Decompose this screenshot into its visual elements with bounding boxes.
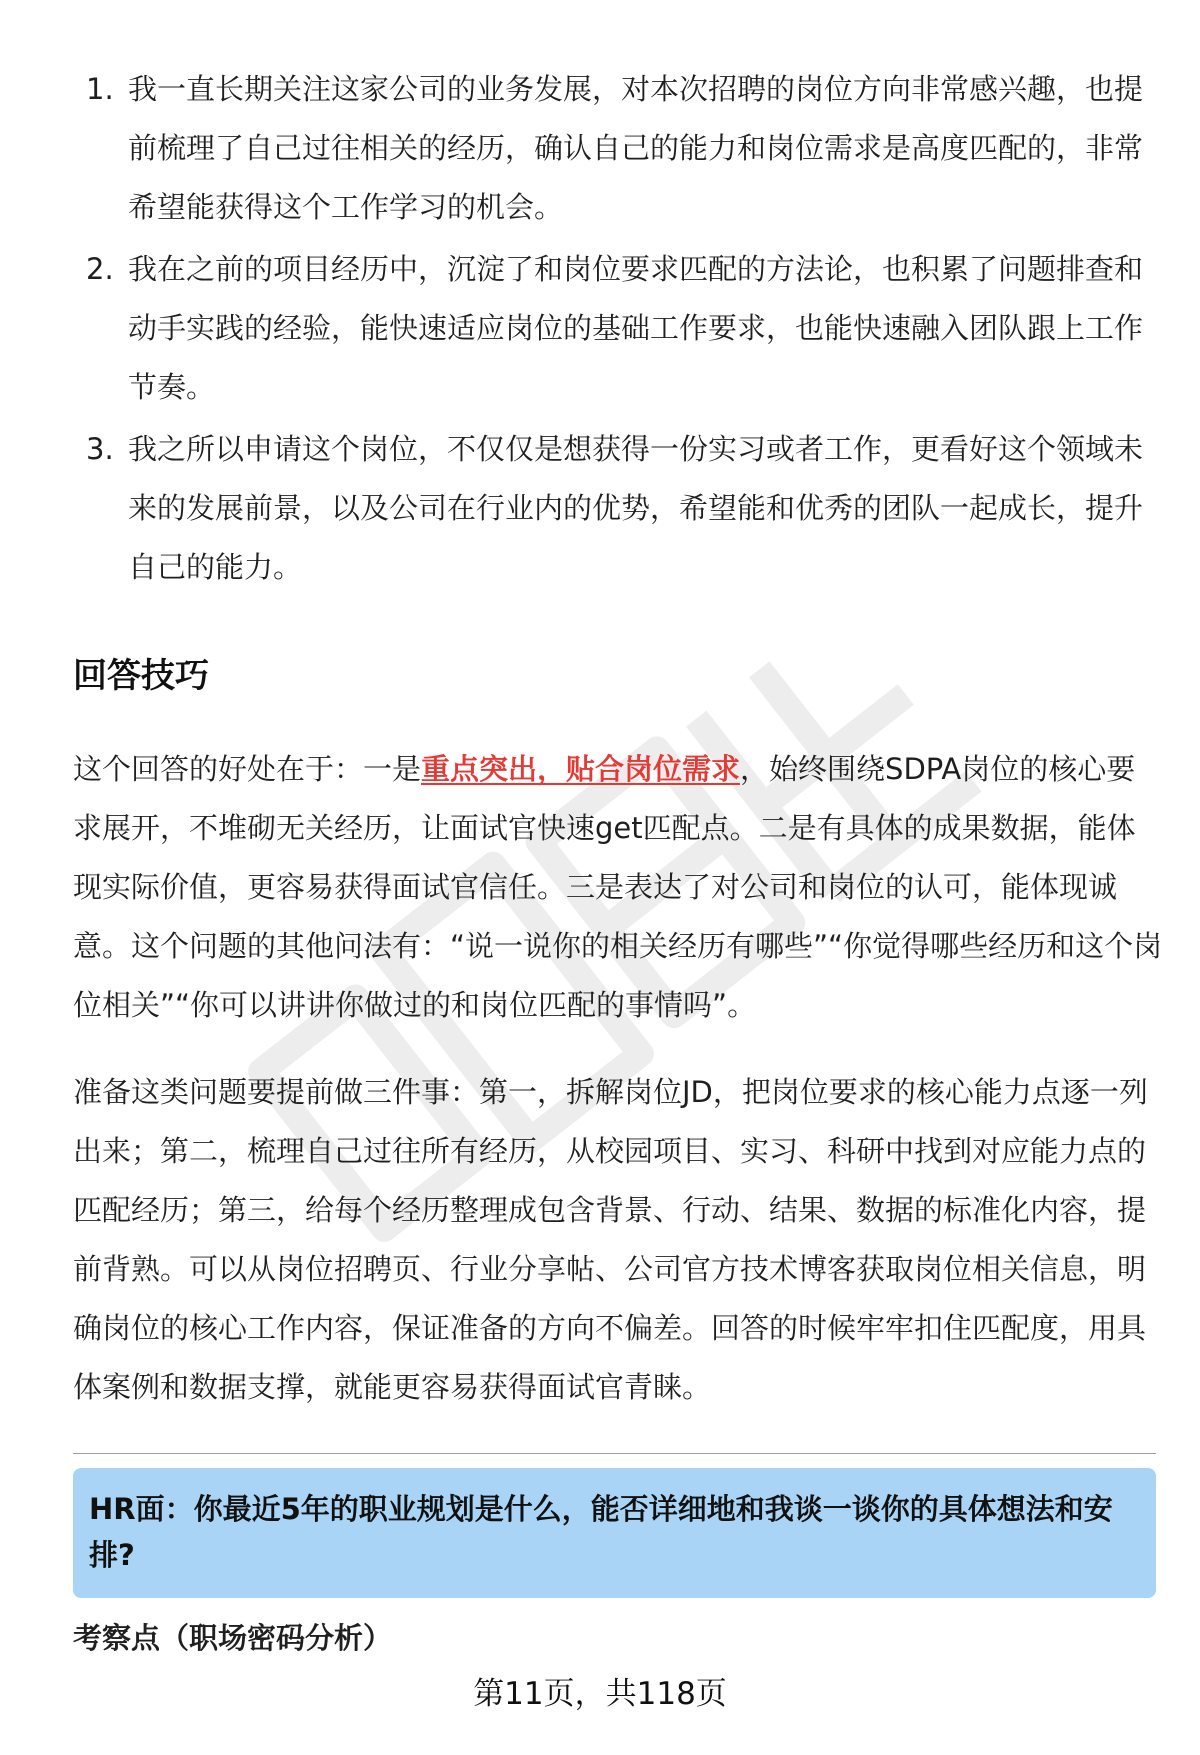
list-item-number: 3. bbox=[86, 432, 114, 466]
section-title: 回答技巧 bbox=[73, 656, 209, 696]
page-content bbox=[73, 60, 1163, 1660]
subheading: 考察点（职场密码分析） bbox=[73, 1621, 393, 1655]
list-item-text: 我在之前的项目经历中，沉淀了和岗位要求匹配的方法论，也积累了问题排查和动手实践的经验，能快速适应岗位的基础工作要求，也能快速融入团队跟上工作节奏。 bbox=[128, 252, 1144, 404]
list-item-text: 我之所以申请这个岗位，不仅仅是想获得一份实习或者工作，更看好这个领域未来的发展前景，以及公司在行业内的优势，希望能和优秀的团队一起成长，提升自己的能力。 bbox=[128, 432, 1144, 584]
question-box: HR面：你最近5年的职业规划是什么，能否详细地和我谈一谈你的具体想法和安排? bbox=[73, 1468, 1156, 1598]
list-item bbox=[73, 240, 1163, 417]
list-item-text: 我一直长期关注这家公司的业务发展，对本次招聘的岗位方向非常感兴趣，也提前梳理了自己过往相关的经历，确认自己的能力和岗位需求是高度匹配的，非常希望能获得这个工作学习的机会。 bbox=[128, 72, 1144, 224]
list-item bbox=[73, 60, 1163, 237]
answer-list bbox=[73, 60, 1163, 597]
tips-text-after: ，始终围绕SDPA岗位的核心要求展开，不堆砌无关经历，让面试官快速get匹配点。二是有具体的成果数据，能体现实际价值，更容易获得面试官信任。三是表达了对公司和岗位的认可，能体现诚意。这个问题的其他问法有：“说一说你的相关经历有哪些”“你觉得哪些经历和这个岗位相关”“你可以讲讲你做过的和岗位匹配的事情吗”。 bbox=[73, 752, 1163, 1022]
tips-text-before: 这个回答的好处在于：一是 bbox=[73, 752, 422, 786]
page-number-footer: 第11页，共118页 bbox=[473, 1676, 727, 1712]
list-item-number: 1. bbox=[86, 72, 114, 106]
tips-paragraph-2: 准备这类问题要提前做三件事：第一，拆解岗位JD，把岗位要求的核心能力点逐一列出来；第二，梳理自己过往所有经历，从校园项目、实习、科研中找到对应能力点的匹配经历；第三，给每个经历整理成包含背景、行动、结果、数据的标准化内容，提前背熟。可以从岗位招聘页、行业分享帖、公司官方技术博客获取岗位相关信息，明确岗位的核心工作内容，保证准备的方向不偏差。回答的时候牢牢扣住匹配度，用具体案例和数据支撑，就能更容易获得面试官青睐。 bbox=[73, 1075, 1148, 1404]
list-item-number: 2. bbox=[86, 252, 114, 286]
divider bbox=[73, 1453, 1156, 1454]
list-item bbox=[73, 420, 1163, 597]
tips-paragraph-1 bbox=[73, 740, 1163, 1035]
highlight-text: 重点突出，贴合岗位需求 bbox=[421, 752, 741, 786]
